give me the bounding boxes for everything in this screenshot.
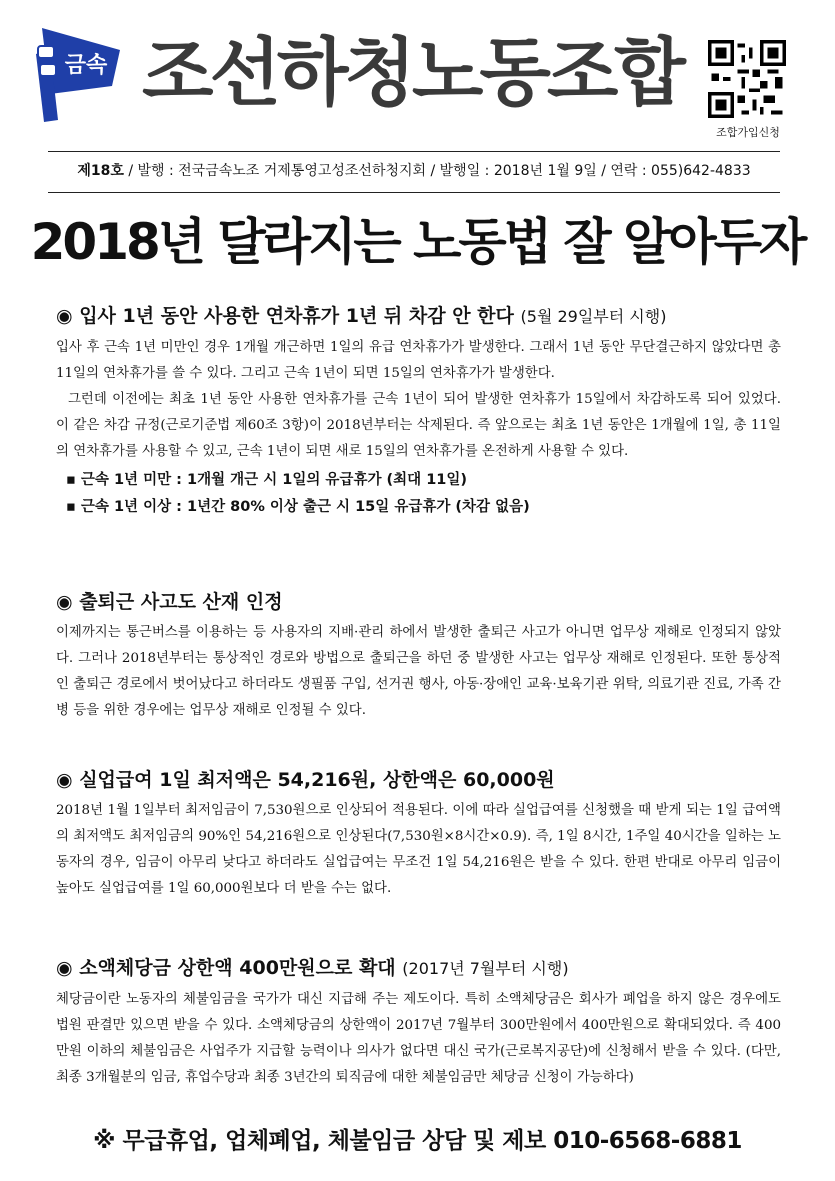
- masthead: [0, 0, 835, 150]
- section-wage-guarantee: [56, 954, 781, 1091]
- section-unemployment-benefit: [56, 766, 781, 902]
- logo-text: 금속: [64, 53, 108, 78]
- section-body: [56, 798, 781, 902]
- bullet-list: [56, 467, 781, 521]
- section-note: (2017년 7월부터 시행): [402, 959, 569, 978]
- section-note: (5월 29일부터 시행): [520, 307, 667, 326]
- section-title: ◉ 출퇴근 사고도 산재 인정: [56, 591, 283, 613]
- section-body: [56, 987, 781, 1091]
- list-item: ▪ 근속 1년 이상 : 1년간 80% 이상 출근 시 15일 유급휴가 (차감 없음): [56, 494, 781, 521]
- paragraph: 그런데 이전에는 최초 1년 동안 사용한 연차휴가를 근속 1년이 되어 발생한 연차휴가 15일에서 차감하도록 되어 있었다. 이 같은 차감 규정(근로기준법 제60조 3항)이 2018년부터는 삭제된다. 즉 앞으로는 최초 1년 동안은 1개월에 1일, 총 11일의 연차휴가를 사용할 수 있고, 근속 1년이 되면 새로 15일의 연차휴가를 온전하게 사용할 수 있다.: [56, 392, 781, 459]
- qr-caption: 조합가입신청: [716, 126, 780, 139]
- section-title: ◉ 입사 1년 동안 사용한 연차휴가 1년 뒤 차감 안 한다 (5월 29일부터 시행): [56, 305, 667, 327]
- issue-line: [48, 160, 780, 180]
- union-fist-logo: [28, 24, 128, 124]
- section-commute-accident: [56, 588, 781, 724]
- paragraph: 체당금이란 노동자의 체불임금을 국가가 대신 지급해 주는 제도이다. 특히 소액체당금은 회사가 폐업을 하지 않은 경우에도 법원 판결만 있으면 받을 수 있다. 소액체당금의 상한액이 2017년 7월부터 300만원에서 400만원으로 확대되었다. 즉 400만원 이하의 체불임금은 사업주가 지급할 능력이나 의사가 없다면 대신 국가(근로복지공단)에 신청해서 받을 수 있다. (다만, 최종 3개월분의 임금, 휴업수당과 최종 3년간의 퇴직금에 대한 체불임금만 체당금 신청이 가능하다): [56, 992, 781, 1085]
- section-title: ◉ 실업급여 1일 최저액은 54,216원, 상한액은 60,000원: [56, 769, 555, 791]
- issue-details: / 발행 : 전국금속노조 거제통영고성조선하청지회 / 발행일 : 2018년 1월 9일 / 연락 : 055)642-4833: [123, 163, 751, 179]
- issue-number: 제18호: [77, 163, 124, 179]
- qr-code-icon[interactable]: [708, 40, 786, 118]
- paragraph: 이제까지는 통근버스를 이용하는 등 사용자의 지배·관리 하에서 발생한 출퇴근 사고가 아니면 업무상 재해로 인정되지 않았다. 그러나 2018년부터는 통상적인 경로와 방법으로 출퇴근을 하던 중 발생한 사고는 업무상 재해로 인정된다. 또한 통상적인 출퇴근 경로에서 벗어났다고 하더라도 생필품 구입, 선거권 행사, 아동·장애인 교육·보육기관 위탁, 의료기관 진료, 가족 간병 등을 위한 경우에는 업무상 재해로 인정될 수 있다.: [56, 625, 781, 718]
- newsletter-title: 조선하청노동조합: [142, 30, 682, 116]
- paragraph: 입사 후 근속 1년 미만인 경우 1개월 개근하면 1일의 유급 연차휴가가 발생한다. 그래서 1년 동안 무단결근하지 않았다면 총 11일의 연차휴가를 쓸 수 있다. 그리고 근속 1년이 되면 15일의 연차휴가가 발생한다.: [56, 340, 781, 381]
- section-body: [56, 335, 781, 465]
- contact-footer: ※ 무급휴업, 업체폐업, 체불임금 상담 및 제보 010-6568-6881: [93, 1128, 742, 1154]
- list-item: ▪ 근속 1년 미만 : 1개월 개근 시 1일의 유급휴가 (최대 11일): [56, 467, 781, 494]
- paragraph: 2018년 1월 1일부터 최저임금이 7,530원으로 인상되어 적용된다. 이에 따라 실업급여를 신청했을 때 받게 되는 1일 급여액의 최저액도 최저임금의 90%인 54,216원으로 인상된다(7,530원×8시간×0.9). 즉, 1일 8시간, 1주일 40시간을 일하는 노동자의 경우, 임금이 아무리 낮다고 하더라도 실업급여는 무조건 1일 54,216원은 받을 수 있다. 한편 반대로 아무리 임금이 높아도 실업급여를 1일 60,000원보다 더 받을 수는 없다.: [56, 803, 781, 896]
- section-annual-leave: [56, 302, 781, 521]
- section-title: ◉ 소액체당금 상한액 400만원으로 확대 (2017년 7월부터 시행): [56, 957, 569, 979]
- divider: [48, 192, 780, 193]
- headline: 2018년 달라지는 노동법 잘 알아두자: [30, 213, 805, 271]
- divider: [48, 151, 780, 152]
- section-body: [56, 620, 781, 724]
